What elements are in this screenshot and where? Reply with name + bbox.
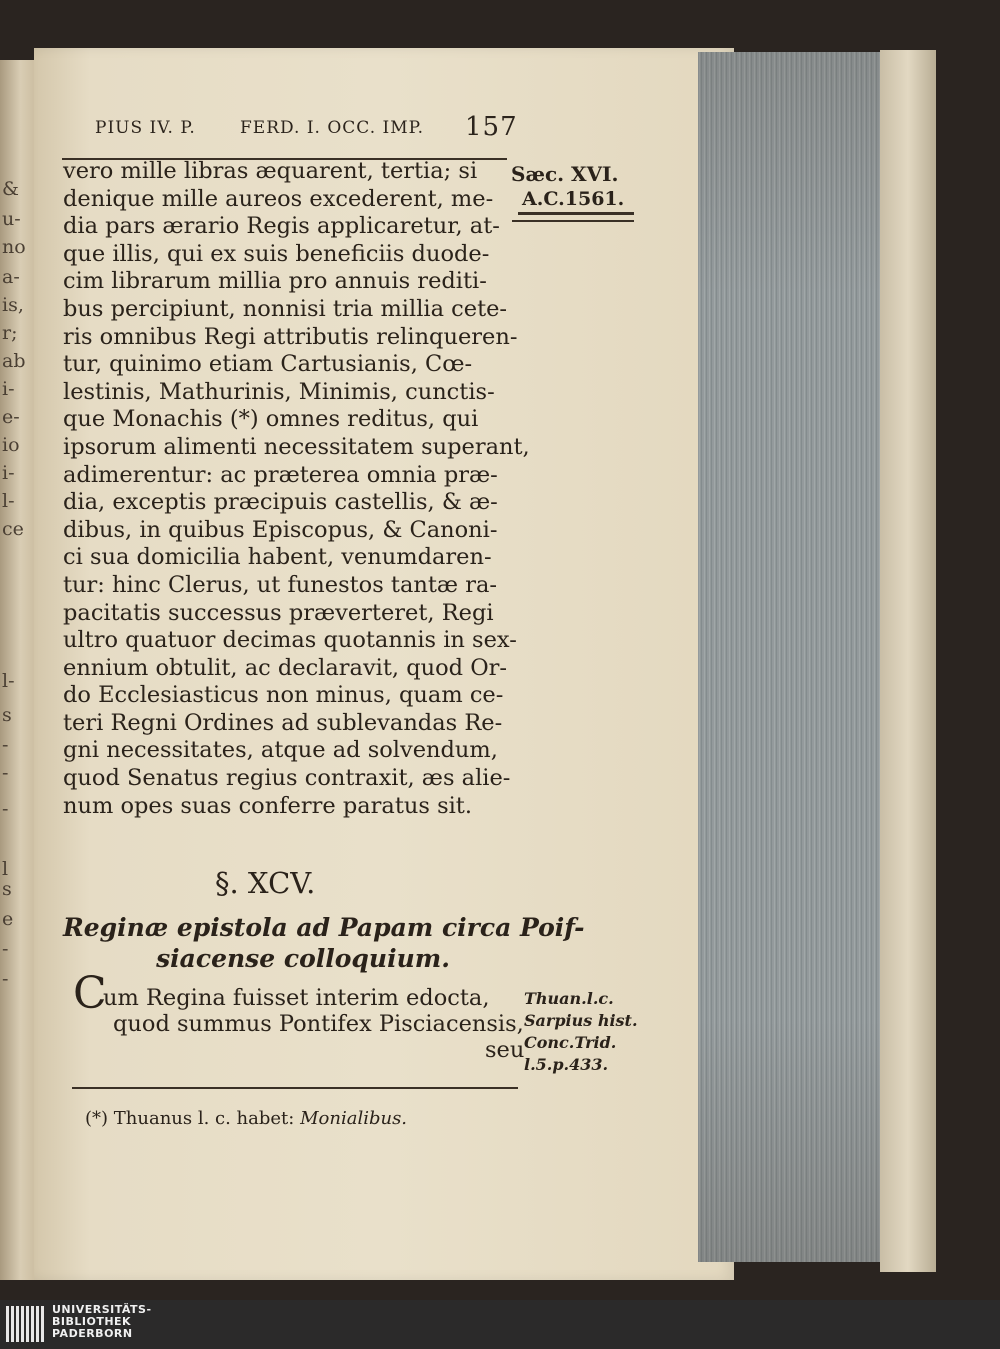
text-line: lestinis, Mathurinis, Minimis, cunctis- bbox=[63, 378, 495, 405]
left-fragment: is, bbox=[2, 294, 24, 316]
text-line: adimerentur: ac præterea omnia præ- bbox=[63, 461, 498, 488]
side-ref-line: Thuan.l.c. bbox=[524, 989, 614, 1008]
text-line: que Monachis (*) omnes reditus, qui bbox=[63, 406, 479, 433]
text-line: que illis, qui ex suis beneficiis duode- bbox=[63, 240, 490, 267]
side-reference bbox=[524, 988, 638, 1076]
library-name-line1: UNIVERSITÄTS- bbox=[52, 1303, 152, 1316]
text-line: um Regina fuisset interim edocta, bbox=[103, 985, 490, 1011]
text-line: dia, exceptis præcipuis castellis, & æ- bbox=[63, 489, 498, 516]
left-fragment: - bbox=[2, 734, 9, 756]
text-line: pacitatis successus præverteret, Regi bbox=[63, 599, 494, 626]
text-line: gni necessitates, atque ad solvendum, bbox=[63, 737, 498, 764]
left-fragment: e- bbox=[2, 406, 20, 428]
left-fragment: io bbox=[2, 434, 20, 456]
left-fragment: no bbox=[2, 236, 26, 258]
paragraph-2 bbox=[73, 968, 533, 1063]
left-fragment: ab bbox=[2, 350, 26, 372]
library-name-line3: PADERBORN bbox=[52, 1327, 133, 1340]
side-ref-line: l.5.p.433. bbox=[524, 1055, 609, 1074]
running-head-center: FERD. I. OCC. IMP. bbox=[240, 118, 425, 138]
text-line: vero mille libras æquarent, tertia; si bbox=[63, 158, 478, 184]
section-title-line1: Reginæ epistola ad Papam circa Poif- bbox=[63, 913, 585, 942]
section-title-line2: siacense colloquium. bbox=[156, 944, 450, 973]
footnote-rule bbox=[72, 1087, 518, 1089]
text-line: ennium obtulit, ac declaravit, quod Or- bbox=[63, 654, 508, 681]
book-cover-edge bbox=[880, 50, 936, 1272]
footnote-text: (*) Thuanus l. c. habet: bbox=[85, 1108, 295, 1129]
text-line: cim librarum millia pro annuis rediti- bbox=[63, 268, 487, 295]
left-fragment: s bbox=[2, 704, 12, 726]
text-line: teri Regni Ordines ad sublevandas Re- bbox=[63, 709, 503, 736]
left-fragment: l- bbox=[2, 490, 15, 512]
side-ref-line: Sarpius hist. bbox=[524, 1011, 638, 1030]
text-line: denique mille aureos excederent, me- bbox=[63, 185, 494, 212]
text-line: dia pars ærario Regis applicaretur, at- bbox=[63, 213, 500, 240]
left-fragment: s bbox=[2, 878, 12, 900]
library-logo-icon bbox=[6, 1306, 46, 1342]
footnote-italic: Monialibus. bbox=[300, 1108, 408, 1129]
left-fragment: - bbox=[2, 762, 9, 784]
library-name bbox=[52, 1304, 152, 1340]
text-line: tur: hinc Clerus, ut funestos tantæ ra- bbox=[63, 571, 497, 598]
footnote bbox=[85, 1108, 407, 1129]
left-fragment: i- bbox=[2, 378, 15, 400]
text-line: tur, quinimo etiam Cartusianis, Cœ- bbox=[63, 351, 473, 378]
drop-cap: C bbox=[73, 968, 107, 1019]
side-ref-line: Conc.Trid. bbox=[524, 1033, 617, 1052]
left-fragment: ce bbox=[2, 518, 24, 540]
book-fore-edge bbox=[698, 52, 888, 1262]
text-line: quod summus Pontifex Pisciacensis, bbox=[113, 1011, 524, 1037]
section-number: §. XCV. bbox=[215, 866, 316, 900]
left-fragment: a- bbox=[2, 266, 20, 288]
text-line: seu bbox=[485, 1037, 525, 1063]
left-fragment: i- bbox=[2, 462, 15, 484]
text-line: ris omnibus Regi attributis relinqueren- bbox=[63, 323, 518, 350]
body-text bbox=[63, 158, 533, 820]
text-line: ultro quatuor decimas quotannis in sex- bbox=[63, 627, 517, 654]
left-fragment: l bbox=[2, 858, 9, 880]
library-footer bbox=[0, 1300, 1000, 1349]
text-line: do Ecclesiasticus non minus, quam ce- bbox=[63, 682, 504, 709]
left-fragment: e bbox=[2, 908, 14, 930]
left-fragment: r; bbox=[2, 322, 18, 344]
left-fragment: - bbox=[2, 798, 9, 820]
left-fragment: & bbox=[2, 178, 19, 200]
left-fragment: - bbox=[2, 938, 9, 960]
library-name-line2: BIBLIOTHEK bbox=[52, 1315, 132, 1328]
text-line: ipsorum alimenti necessitatem superant, bbox=[63, 433, 530, 460]
text-line: bus percipiunt, nonnisi tria millia cete- bbox=[63, 295, 508, 322]
running-head-left: PIUS IV. P. bbox=[95, 118, 196, 138]
left-page-edge bbox=[0, 60, 34, 1280]
left-fragment: - bbox=[2, 968, 9, 990]
margin-rule bbox=[518, 212, 634, 215]
margin-saec: Sæc. XVI. bbox=[511, 162, 619, 186]
text-line: quod Senatus regius contraxit, æs alie- bbox=[63, 765, 511, 792]
left-fragment: l- bbox=[2, 670, 15, 692]
page-number: 157 bbox=[465, 112, 518, 142]
left-fragment: u- bbox=[2, 208, 21, 230]
text-line: num opes suas conferre paratus sit. bbox=[63, 792, 472, 819]
text-line: dibus, in quibus Episcopus, & Canoni- bbox=[63, 516, 498, 543]
margin-anno: A.C.1561. bbox=[522, 188, 625, 210]
text-line: ci sua domicilia habent, venumdaren- bbox=[63, 544, 492, 571]
